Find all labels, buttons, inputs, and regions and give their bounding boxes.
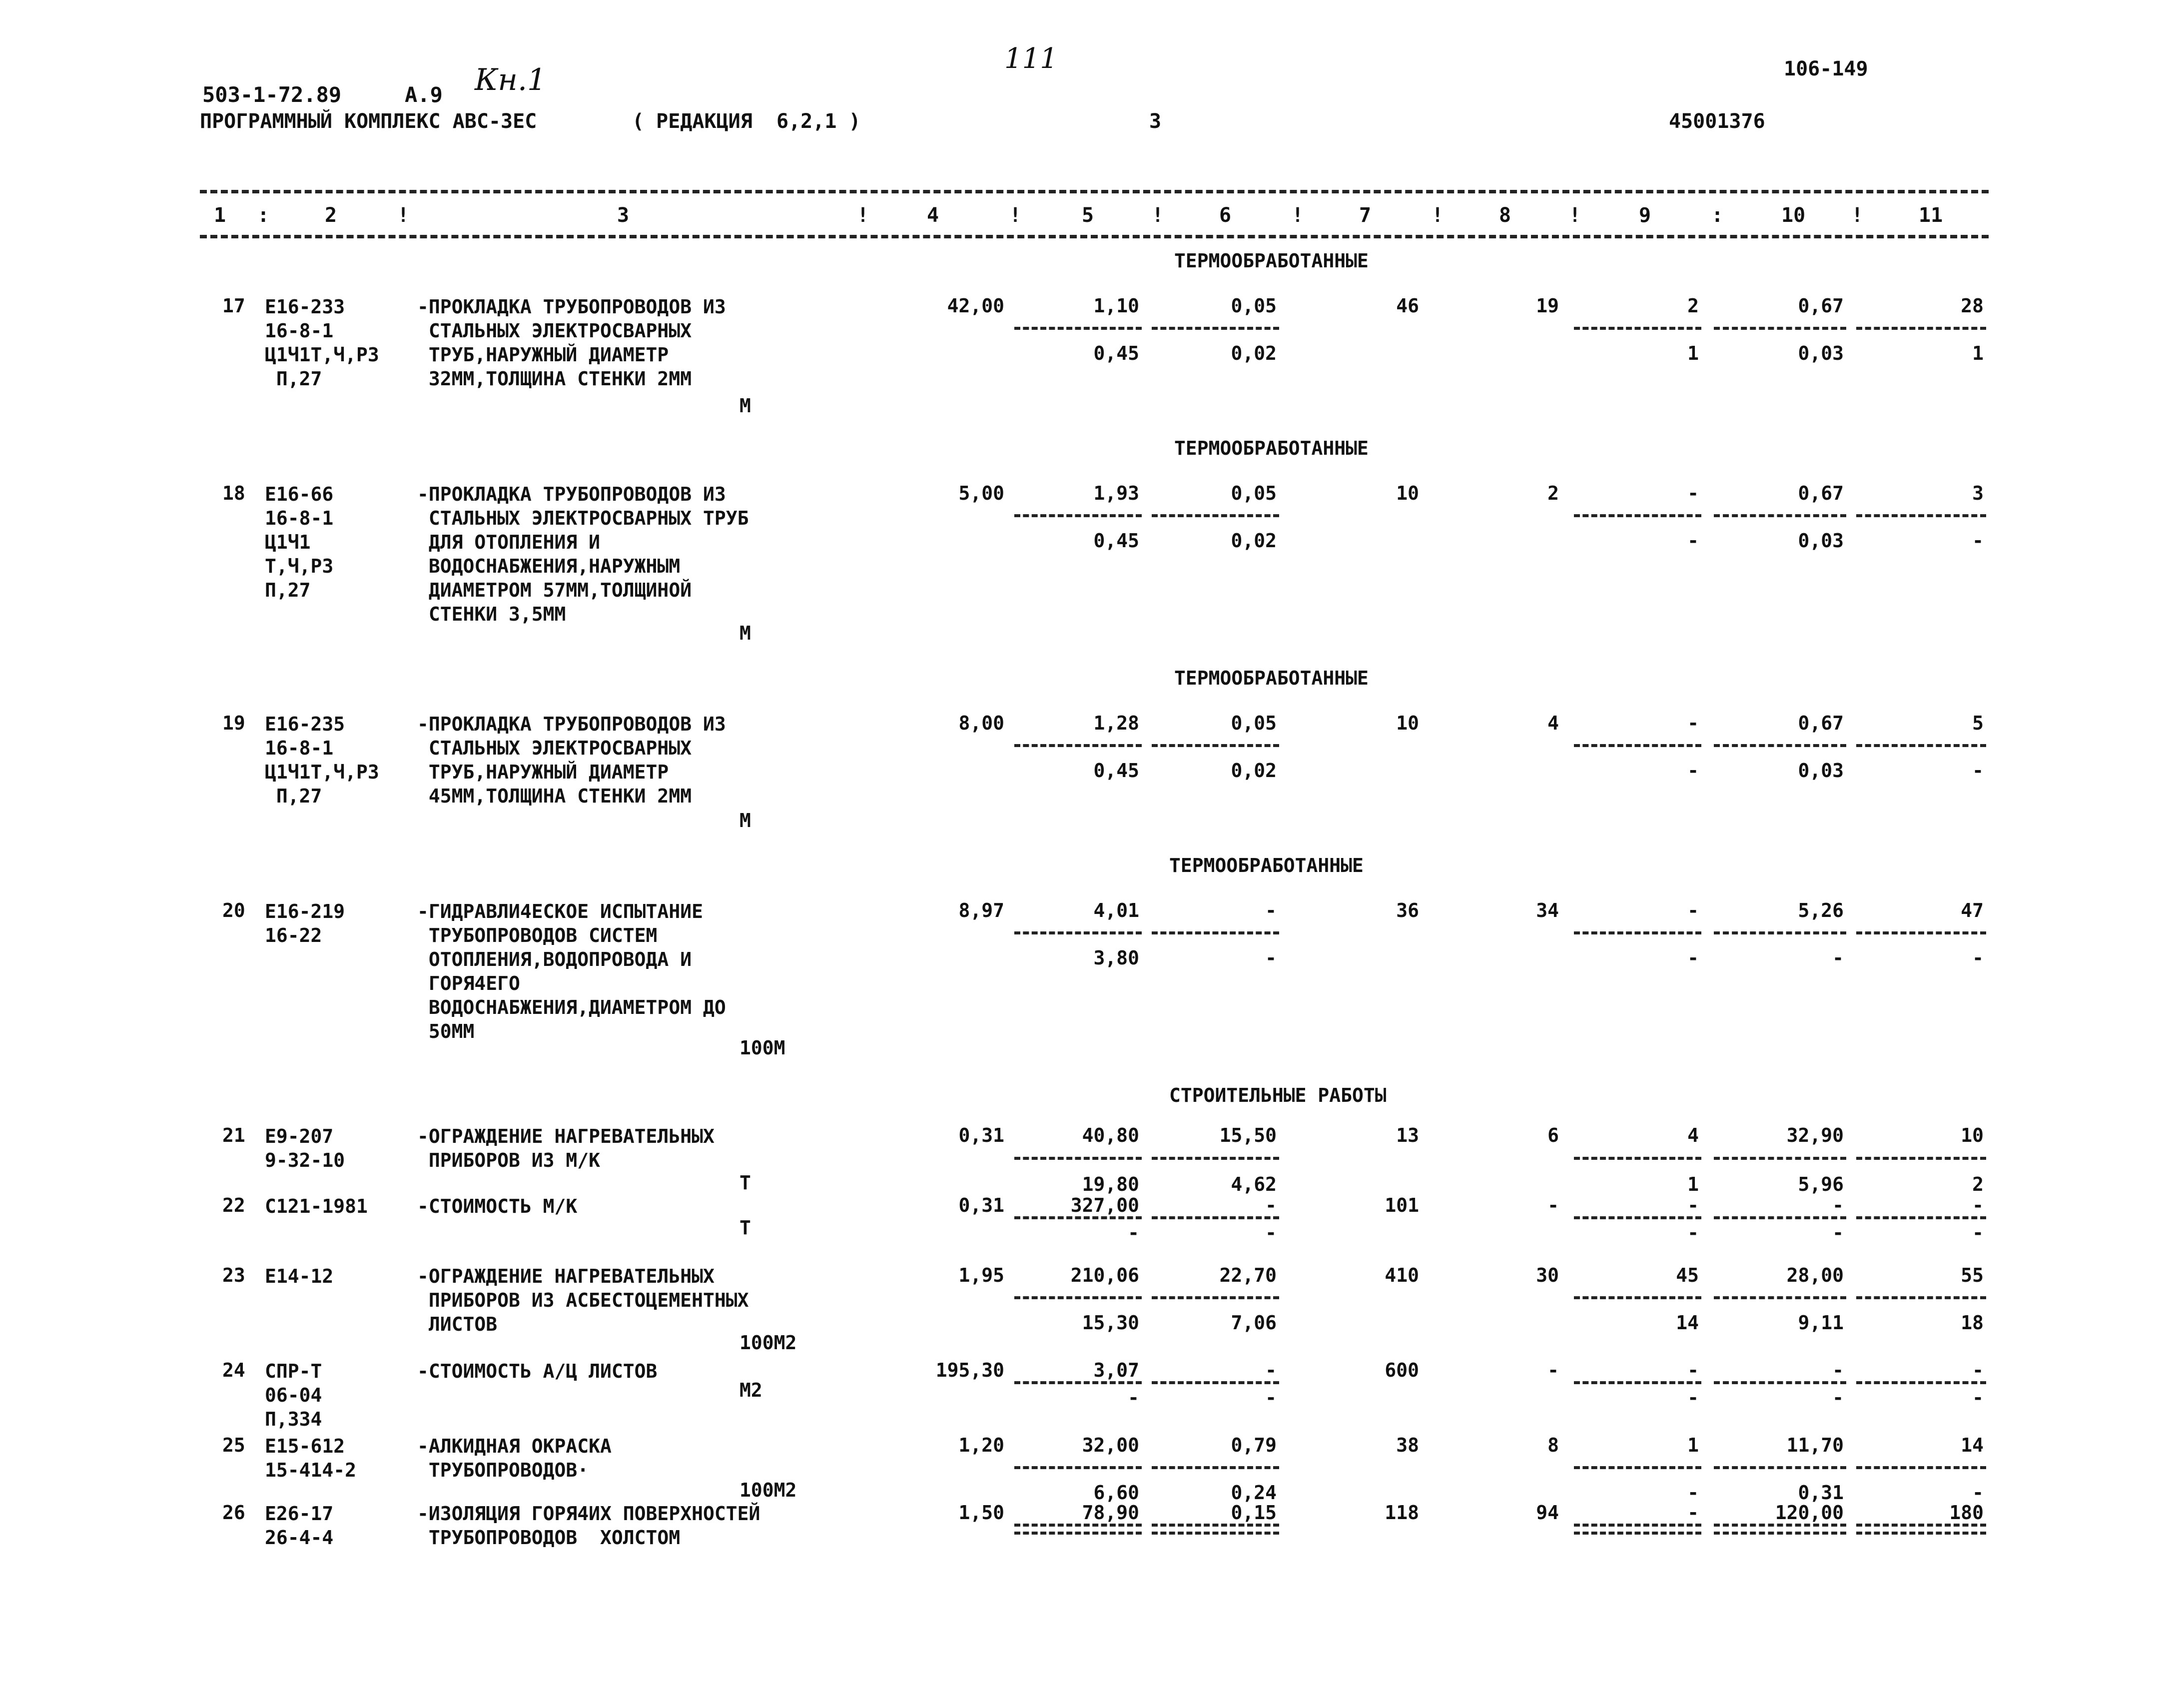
value-c6-secondary: 0,02	[1231, 530, 1277, 552]
value-c11: 3	[1972, 482, 1984, 504]
fraction-rule	[1574, 931, 1701, 934]
value-c9-secondary: 1	[1687, 342, 1699, 364]
fraction-rule	[1014, 1216, 1142, 1219]
value-c11: 47	[1961, 899, 1984, 921]
total-col-8: 4	[1547, 712, 1559, 734]
fraction-rule	[1856, 744, 1986, 747]
value-c5: 210,06	[1070, 1264, 1139, 1286]
value-c6: -	[1265, 1359, 1277, 1381]
col-11: 11	[1919, 204, 1943, 227]
total-col-8: 19	[1536, 295, 1559, 317]
value-c6: 0,15	[1231, 1502, 1277, 1524]
quantity: 1,20	[958, 1434, 1004, 1456]
norm-code: Е15-612 15-414-2	[265, 1435, 357, 1481]
value-c10: -	[1832, 1194, 1844, 1216]
value-c11: -	[1972, 1194, 1984, 1216]
work-description: -СТОИМОСТЬ М/К	[417, 1195, 578, 1217]
col-sep: !	[397, 204, 410, 227]
doc-id: 45001376	[1669, 110, 1765, 133]
fraction-rule	[1714, 744, 1846, 747]
value-c6: 0,05	[1231, 712, 1277, 734]
col-sep: :	[1711, 204, 1724, 227]
quantity: 8,00	[958, 712, 1004, 734]
value-c11: -	[1972, 1359, 1984, 1381]
value-c10-secondary: 9,11	[1798, 1312, 1844, 1334]
col-5: 5	[1082, 204, 1094, 227]
value-c6-secondary: -	[1265, 947, 1277, 969]
value-c9: -	[1687, 1194, 1699, 1216]
value-c9-secondary: -	[1687, 1482, 1699, 1504]
fraction-rule	[1014, 1157, 1142, 1160]
fraction-rule	[1014, 931, 1142, 934]
value-c5: 40,80	[1082, 1124, 1139, 1146]
fraction-rule	[1856, 1296, 1986, 1299]
section-label: ТЕРМООБРАБОТАННЫЕ	[1174, 437, 1369, 459]
unit: 100М2	[739, 1332, 797, 1354]
book-handwritten: Кн.1	[475, 62, 547, 97]
unit: М2	[739, 1379, 762, 1401]
col-7: 7	[1359, 204, 1372, 227]
fraction-rule	[1574, 1296, 1701, 1299]
col-3: 3	[617, 204, 630, 227]
norm-code: Е16-219 16-22	[265, 900, 345, 946]
total-col-7: 101	[1385, 1194, 1419, 1216]
value-c9: -	[1687, 482, 1699, 504]
col-sep: !	[1152, 204, 1164, 227]
value-c9-secondary: -	[1687, 530, 1699, 552]
fraction-rule	[1574, 514, 1701, 517]
fraction-rule	[1856, 1532, 1986, 1535]
work-description: -ИЗОЛЯЦИЯ ГОРЯ4ИХ ПОВЕРХНОСТЕЙ ТРУБОПРОВОДОВ ХОЛСТОМ	[417, 1503, 760, 1549]
value-c6-secondary: 4,62	[1231, 1173, 1277, 1195]
total-col-8: 8	[1547, 1434, 1559, 1456]
value-c5: 1,28	[1093, 712, 1139, 734]
value-c11: 28	[1961, 295, 1984, 317]
quantity: 195,30	[935, 1359, 1004, 1381]
total-col-7: 10	[1396, 482, 1419, 504]
total-col-7: 10	[1396, 712, 1419, 734]
col-10: 10	[1781, 204, 1806, 227]
quantity: 1,95	[958, 1264, 1004, 1286]
fraction-rule	[1856, 1216, 1986, 1219]
fraction-rule	[1714, 1381, 1846, 1384]
value-c11: 180	[1949, 1502, 1984, 1524]
fraction-rule	[1714, 1524, 1846, 1527]
value-c10-secondary: 0,03	[1798, 342, 1844, 364]
total-col-8: 6	[1547, 1124, 1559, 1146]
section-label: ТЕРМООБРАБОТАННЫЕ	[1169, 854, 1364, 876]
fraction-rule	[1856, 1157, 1986, 1160]
value-c5-secondary: 0,45	[1093, 342, 1139, 364]
fraction-rule	[1856, 1466, 1986, 1469]
value-c5: 3,07	[1093, 1359, 1139, 1381]
value-c10-secondary: 0,31	[1798, 1482, 1844, 1504]
row-number: 18	[222, 482, 245, 504]
value-c9: 1	[1687, 1434, 1699, 1456]
fraction-rule	[1856, 1381, 1986, 1384]
fraction-rule	[1152, 744, 1279, 747]
col-1: 1	[214, 204, 226, 227]
value-c11: 14	[1961, 1434, 1984, 1456]
fraction-rule	[1014, 514, 1142, 517]
fraction-rule	[1856, 327, 1986, 330]
header-rule-bottom	[200, 235, 1989, 238]
work-description: -ОГРАЖДЕНИЕ НАГРЕВАТЕЛЬНЫХ ПРИБОРОВ ИЗ АСБЕСТОЦЕМЕНТНЫХ ЛИСТОВ	[417, 1265, 749, 1335]
total-col-7: 36	[1396, 899, 1419, 921]
fraction-rule	[1152, 327, 1279, 330]
total-col-7: 600	[1385, 1359, 1419, 1381]
quantity: 8,97	[958, 899, 1004, 921]
value-c9-secondary: -	[1687, 947, 1699, 969]
unit: Т	[739, 1217, 751, 1239]
value-c6-secondary: 0,02	[1231, 342, 1277, 364]
row-number: 25	[222, 1434, 245, 1456]
value-c5: 4,01	[1093, 899, 1139, 921]
total-col-8: -	[1547, 1194, 1559, 1216]
work-description: -ПРОКЛАДКА ТРУБОПРОВОДОВ ИЗ СТАЛЬНЫХ ЭЛЕКТРОСВАРНЫХ ТРУБ,НАРУЖНЫЙ ДИАМЕТР 32ММ,ТОЛЩИНА СТЕНКИ 2ММ	[417, 296, 726, 390]
total-col-7: 13	[1396, 1124, 1419, 1146]
value-c9: -	[1687, 1359, 1699, 1381]
col-sep: !	[1432, 204, 1444, 227]
value-c6-secondary: 0,02	[1231, 760, 1277, 782]
page-number-handwritten: 111	[1004, 42, 1058, 75]
value-c11-secondary: -	[1972, 1387, 1984, 1409]
row-number: 23	[222, 1264, 245, 1286]
total-col-8: 2	[1547, 482, 1559, 504]
value-c5: 1,10	[1093, 295, 1139, 317]
header-rule-top	[200, 190, 1989, 193]
fraction-rule	[1014, 1532, 1142, 1535]
total-col-7: 118	[1385, 1502, 1419, 1524]
fraction-rule	[1014, 744, 1142, 747]
edition: ( РЕДАКЦИЯ 6,2,1 )	[632, 110, 861, 133]
quantity: 1,50	[958, 1502, 1004, 1524]
value-c6-secondary: 0,24	[1231, 1482, 1277, 1504]
fraction-rule	[1714, 514, 1846, 517]
work-description: -ПРОКЛАДКА ТРУБОПРОВОДОВ ИЗ СТАЛЬНЫХ ЭЛЕКТРОСВАРНЫХ ТРУБ,НАРУЖНЫЙ ДИАМЕТР 45ММ,ТОЛЩИНА СТЕНКИ 2ММ	[417, 713, 726, 807]
total-col-8: 94	[1536, 1502, 1559, 1524]
section-label: СТРОИТЕЛЬНЫЕ РАБОТЫ	[1169, 1084, 1387, 1106]
value-c11-secondary: 18	[1961, 1312, 1984, 1334]
row-number: 19	[222, 712, 245, 734]
row-number: 21	[222, 1124, 245, 1146]
row-number: 24	[222, 1359, 245, 1381]
sheet-range: 106-149	[1784, 57, 1868, 80]
col-sep: !	[1292, 204, 1304, 227]
value-c9-secondary: 14	[1676, 1312, 1699, 1334]
unit: М	[739, 622, 751, 644]
value-c5: 327,00	[1070, 1194, 1139, 1216]
value-c5-secondary: 0,45	[1093, 760, 1139, 782]
fraction-rule	[1152, 1381, 1279, 1384]
value-c5-secondary: 15,30	[1082, 1312, 1139, 1334]
value-c9-secondary: 1	[1687, 1173, 1699, 1195]
value-c6: -	[1265, 899, 1277, 921]
value-c9-secondary: -	[1687, 1387, 1699, 1409]
work-description: -ГИДРАВЛИ4ЕСКОЕ ИСПЫТАНИЕ ТРУБОПРОВОДОВ СИСТЕМ ОТОПЛЕНИЯ,ВОДОПРОВОДА И ГОРЯ4ЕГО ВОДОСНАБЖЕНИЯ,ДИАМЕТРОМ ДО 50ММ	[417, 900, 726, 1042]
value-c9: 2	[1687, 295, 1699, 317]
fraction-rule	[1714, 1466, 1846, 1469]
norm-code: СПР-Т 06-04 П,334	[265, 1360, 322, 1430]
col-sep: !	[1009, 204, 1022, 227]
total-col-8: 30	[1536, 1264, 1559, 1286]
program-title: ПРОГРАММНЫЙ КОМПЛЕКС АВС-3ЕС	[200, 110, 537, 133]
unit: Т	[739, 1172, 751, 1194]
value-c10-secondary: 0,03	[1798, 530, 1844, 552]
value-c9: -	[1687, 712, 1699, 734]
value-c11: 55	[1961, 1264, 1984, 1286]
section-label: ТЕРМООБРАБОТАННЫЕ	[1174, 250, 1369, 272]
value-c10-secondary: -	[1832, 1222, 1844, 1244]
fraction-rule	[1152, 931, 1279, 934]
value-c10-secondary: -	[1832, 947, 1844, 969]
value-c5: 1,93	[1093, 482, 1139, 504]
value-c10: 0,67	[1798, 482, 1844, 504]
row-number: 26	[222, 1502, 245, 1524]
row-number: 22	[222, 1194, 245, 1216]
col-sep: !	[857, 204, 869, 227]
unit: 100М2	[739, 1479, 797, 1501]
fraction-rule	[1856, 931, 1986, 934]
value-c6-secondary: -	[1265, 1222, 1277, 1244]
fraction-rule	[1014, 1524, 1142, 1527]
col-2: 2	[325, 204, 337, 227]
value-c6: 0,05	[1231, 295, 1277, 317]
value-c6: 22,70	[1219, 1264, 1277, 1286]
col-sep: :	[257, 204, 270, 227]
album-label: А.9	[405, 82, 443, 107]
value-c6-secondary: -	[1265, 1387, 1277, 1409]
value-c5-secondary: 19,80	[1082, 1173, 1139, 1195]
norm-code: Е14-12	[265, 1265, 334, 1287]
col-4: 4	[927, 204, 939, 227]
value-c11-secondary: -	[1972, 947, 1984, 969]
value-c6: 15,50	[1219, 1124, 1277, 1146]
fraction-rule	[1152, 1216, 1279, 1219]
fraction-rule	[1574, 1381, 1701, 1384]
fraction-rule	[1574, 327, 1701, 330]
value-c11-secondary: -	[1972, 760, 1984, 782]
row-number: 20	[222, 899, 245, 921]
page-number: 3	[1149, 110, 1162, 133]
fraction-rule	[1574, 744, 1701, 747]
norm-code: С121-1981	[265, 1195, 368, 1217]
fraction-rule	[1574, 1216, 1701, 1219]
value-c5-secondary: 0,45	[1093, 530, 1139, 552]
unit: М	[739, 395, 751, 417]
col-6: 6	[1219, 204, 1232, 227]
unit: 100М	[739, 1037, 785, 1059]
quantity: 42,00	[947, 295, 1004, 317]
value-c6: 0,05	[1231, 482, 1277, 504]
value-c10: 32,90	[1786, 1124, 1844, 1146]
total-col-7: 38	[1396, 1434, 1419, 1456]
value-c11-secondary: 2	[1972, 1173, 1984, 1195]
fraction-rule	[1856, 514, 1986, 517]
fraction-rule	[1714, 1216, 1846, 1219]
value-c5: 78,90	[1082, 1502, 1139, 1524]
value-c10: 120,00	[1775, 1502, 1844, 1524]
quantity: 5,00	[958, 482, 1004, 504]
fraction-rule	[1014, 1381, 1142, 1384]
total-col-7: 410	[1385, 1264, 1419, 1286]
value-c5-secondary: -	[1128, 1387, 1139, 1409]
fraction-rule	[1014, 1466, 1142, 1469]
fraction-rule	[1714, 327, 1846, 330]
fraction-rule	[1574, 1524, 1701, 1527]
value-c9: -	[1687, 1502, 1699, 1524]
fraction-rule	[1152, 1157, 1279, 1160]
work-description: -СТОИМОСТЬ А/Ц ЛИСТОВ	[417, 1360, 658, 1382]
total-col-8: 34	[1536, 899, 1559, 921]
fraction-rule	[1574, 1157, 1701, 1160]
norm-code: Е26-17 26-4-4	[265, 1503, 334, 1549]
fraction-rule	[1714, 1296, 1846, 1299]
value-c11-secondary: -	[1972, 1222, 1984, 1244]
value-c10: 0,67	[1798, 295, 1844, 317]
value-c10: 5,26	[1798, 899, 1844, 921]
norm-code: Е9-207 9-32-10	[265, 1125, 345, 1171]
value-c11: 5	[1972, 712, 1984, 734]
fraction-rule	[1574, 1466, 1701, 1469]
fraction-rule	[1714, 931, 1846, 934]
value-c5-secondary: 6,60	[1093, 1482, 1139, 1504]
norm-code: Е16-66 16-8-1 Ц1Ч1 Т,Ч,Р3 П,27	[265, 483, 334, 601]
value-c10: 0,67	[1798, 712, 1844, 734]
col-sep: !	[1569, 204, 1581, 227]
fraction-rule	[1714, 1157, 1846, 1160]
value-c10-secondary: 5,96	[1798, 1173, 1844, 1195]
value-c6: -	[1265, 1194, 1277, 1216]
section-label: ТЕРМООБРАБОТАННЫЕ	[1174, 667, 1369, 689]
fraction-rule	[1574, 1532, 1701, 1535]
value-c11-secondary: -	[1972, 1482, 1984, 1504]
col-8: 8	[1499, 204, 1511, 227]
value-c11: 10	[1961, 1124, 1984, 1146]
value-c5-secondary: -	[1128, 1222, 1139, 1244]
fraction-rule	[1014, 1296, 1142, 1299]
norm-code: Е16-233 16-8-1 Ц1Ч1Т,Ч,Р3 П,27	[265, 296, 379, 390]
value-c10: 28,00	[1786, 1264, 1844, 1286]
fraction-rule	[1152, 514, 1279, 517]
value-c9: 45	[1676, 1264, 1699, 1286]
total-col-7: 46	[1396, 295, 1419, 317]
col-sep: !	[1851, 204, 1864, 227]
quantity: 0,31	[958, 1124, 1004, 1146]
work-description: -ПРОКЛАДКА ТРУБОПРОВОДОВ ИЗ СТАЛЬНЫХ ЭЛЕКТРОСВАРНЫХ ТРУБ ДЛЯ ОТОПЛЕНИЯ И ВОДОСНАБЖЕНИЯ,НАРУЖНЫМ ДИАМЕТРОМ 57ММ,ТОЛЩИНОЙ СТЕНКИ 3,5ММ	[417, 483, 749, 625]
work-description: -ОГРАЖДЕНИЕ НАГРЕВАТЕЛЬНЫХ ПРИБОРОВ ИЗ М/К	[417, 1125, 715, 1171]
value-c9: 4	[1687, 1124, 1699, 1146]
col-9: 9	[1639, 204, 1651, 227]
quantity: 0,31	[958, 1194, 1004, 1216]
value-c10: 11,70	[1786, 1434, 1844, 1456]
value-c6: 0,79	[1231, 1434, 1277, 1456]
value-c10-secondary: 0,03	[1798, 760, 1844, 782]
value-c11-secondary: -	[1972, 530, 1984, 552]
total-col-8: -	[1547, 1359, 1559, 1381]
value-c5-secondary: 3,80	[1093, 947, 1139, 969]
fraction-rule	[1856, 1524, 1986, 1527]
fraction-rule	[1152, 1532, 1279, 1535]
value-c9-secondary: -	[1687, 1222, 1699, 1244]
fraction-rule	[1152, 1524, 1279, 1527]
norm-code: Е16-235 16-8-1 Ц1Ч1Т,Ч,Р3 П,27	[265, 713, 379, 807]
value-c10: -	[1832, 1359, 1844, 1381]
value-c6-secondary: 7,06	[1231, 1312, 1277, 1334]
row-number: 17	[222, 295, 245, 317]
value-c5: 32,00	[1082, 1434, 1139, 1456]
unit: М	[739, 810, 751, 832]
value-c9: -	[1687, 899, 1699, 921]
fraction-rule	[1714, 1532, 1846, 1535]
fraction-rule	[1152, 1296, 1279, 1299]
fraction-rule	[1014, 327, 1142, 330]
value-c11-secondary: 1	[1972, 342, 1984, 364]
value-c9-secondary: -	[1687, 760, 1699, 782]
value-c10-secondary: -	[1832, 1387, 1844, 1409]
work-description: -АЛКИДНАЯ ОКРАСКА ТРУБОПРОВОДОВ·	[417, 1435, 612, 1481]
doc-code: 503-1-72.89	[202, 82, 342, 107]
fraction-rule	[1152, 1466, 1279, 1469]
